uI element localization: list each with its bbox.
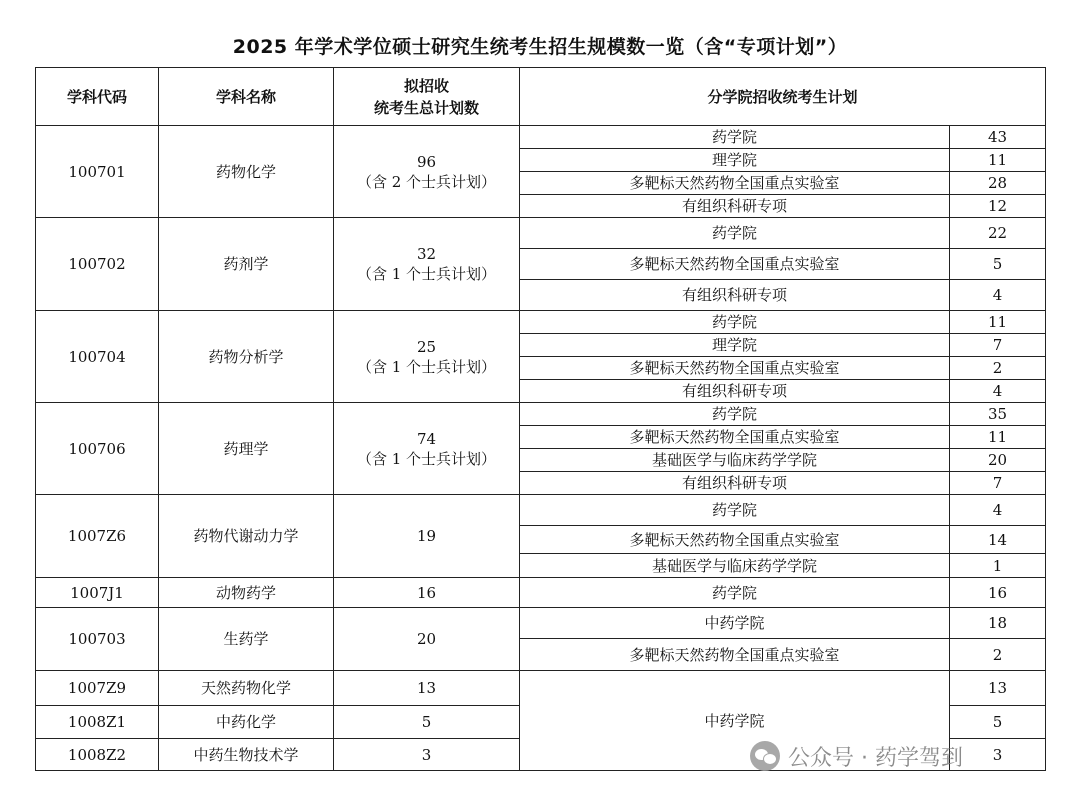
table-row: [36, 126, 1046, 149]
table-row: [36, 671, 1046, 706]
subject-total: [334, 311, 520, 403]
unit-name: 基础医学与临床药学学院: [520, 554, 950, 578]
total-value: 32: [416, 245, 437, 263]
table-row: [36, 495, 1046, 526]
subject-name: 动物药学: [159, 578, 334, 608]
enrollment-table: [35, 67, 1046, 771]
unit-count: 2: [950, 639, 1046, 671]
subject-code: 1008Z2: [36, 739, 159, 771]
unit-count: 20: [950, 449, 1046, 472]
subject-total: 20: [334, 608, 520, 671]
subject-code: 100702: [36, 218, 159, 311]
unit-count: 43: [950, 126, 1046, 149]
unit-count: 14: [950, 526, 1046, 554]
subject-total: 5: [334, 706, 520, 739]
unit-count: 4: [950, 380, 1046, 403]
page-title: 2025 年学术学位硕士研究生统考生招生规模数一览（含“专项计划”）: [232, 36, 848, 58]
header-total: [334, 68, 520, 126]
unit-name: 药学院: [520, 126, 950, 149]
header-code: 学科代码: [36, 68, 159, 126]
total-value: 96: [416, 152, 437, 171]
unit-name: 基础医学与临床药学学院: [520, 449, 950, 472]
total-note: （含 1 个士兵计划）: [356, 265, 497, 283]
header-name: 学科名称: [159, 68, 334, 126]
wechat-icon: [750, 741, 780, 771]
unit-name: 多靶标天然药物全国重点实验室: [520, 249, 950, 280]
header-total-line1: 拟招收: [403, 76, 449, 95]
subject-total: [334, 403, 520, 495]
subject-code: 100704: [36, 311, 159, 403]
watermark-text: 公众号 · 药学驾到: [788, 745, 963, 771]
unit-name: 药学院: [520, 578, 950, 608]
unit-name: 药学院: [520, 495, 950, 526]
unit-count: 12: [950, 195, 1046, 218]
unit-name: 药学院: [520, 311, 950, 334]
subject-code: 1007Z6: [36, 495, 159, 578]
subject-name: 中药生物技术学: [159, 739, 334, 771]
subject-total: 13: [334, 671, 520, 706]
unit-name: 理学院: [520, 149, 950, 172]
unit-name: 多靶标天然药物全国重点实验室: [520, 639, 950, 671]
unit-count: 7: [950, 334, 1046, 357]
subject-code: 100701: [36, 126, 159, 218]
unit-name: 多靶标天然药物全国重点实验室: [520, 172, 950, 195]
total-note: （含 2 个士兵计划）: [356, 172, 497, 191]
subject-name: 药理学: [159, 403, 334, 495]
unit-count: 11: [950, 426, 1046, 449]
unit-count: 11: [950, 311, 1046, 334]
total-note: （含 1 个士兵计划）: [356, 357, 497, 376]
table-row: [36, 608, 1046, 639]
unit-count: 35: [950, 403, 1046, 426]
table-row: [36, 218, 1046, 249]
unit-count: 4: [950, 280, 1046, 311]
unit-name: 多靶标天然药物全国重点实验室: [520, 357, 950, 380]
subject-total: 3: [334, 739, 520, 771]
subject-code: 100706: [36, 403, 159, 495]
header-total-line2: 统考生总计划数: [373, 98, 479, 117]
table-row: [36, 311, 1046, 334]
unit-count: 4: [950, 495, 1046, 526]
table-row: [36, 578, 1046, 608]
unit-count: 11: [950, 149, 1046, 172]
total-note: （含 1 个士兵计划）: [356, 449, 497, 468]
subject-code: 1007Z9: [36, 671, 159, 706]
subject-code: 1008Z1: [36, 706, 159, 739]
header-row: [36, 68, 1046, 126]
subject-name: 药剂学: [159, 218, 334, 311]
header-plan: 分学院招收统考生计划: [520, 68, 1046, 126]
unit-name: 有组织科研专项: [520, 472, 950, 495]
unit-count: 5: [950, 706, 1046, 739]
unit-count: 22: [950, 218, 1046, 249]
unit-name: 多靶标天然药物全国重点实验室: [520, 526, 950, 554]
subject-total: 19: [334, 495, 520, 578]
unit-name: 中药学院: [520, 608, 950, 639]
total-value: 74: [416, 429, 437, 448]
unit-name: 有组织科研专项: [520, 195, 950, 218]
unit-name: 理学院: [520, 334, 950, 357]
unit-count: 16: [950, 578, 1046, 608]
watermark: [750, 738, 963, 774]
unit-name: 中药学院: [520, 671, 950, 771]
subject-code: 100703: [36, 608, 159, 671]
subject-total: [334, 126, 520, 218]
subject-name: 药物化学: [159, 126, 334, 218]
subject-name: 天然药物化学: [159, 671, 334, 706]
subject-name: 药物代谢动力学: [159, 495, 334, 578]
unit-count: 13: [950, 671, 1046, 706]
subject-total: [334, 218, 520, 311]
unit-count: 1: [950, 554, 1046, 578]
unit-name: 有组织科研专项: [520, 280, 950, 311]
unit-count: 3: [950, 739, 1046, 771]
unit-count: 7: [950, 472, 1046, 495]
table-row: [36, 403, 1046, 426]
unit-name: 药学院: [520, 403, 950, 426]
subject-name: 生药学: [159, 608, 334, 671]
subject-code: 1007J1: [36, 578, 159, 608]
total-value: 25: [416, 337, 437, 356]
unit-name: 多靶标天然药物全国重点实验室: [520, 426, 950, 449]
unit-count: 5: [950, 249, 1046, 280]
unit-name: 有组织科研专项: [520, 380, 950, 403]
unit-count: 28: [950, 172, 1046, 195]
subject-name: 中药化学: [159, 706, 334, 739]
unit-count: 2: [950, 357, 1046, 380]
subject-total: 16: [334, 578, 520, 608]
subject-name: 药物分析学: [159, 311, 334, 403]
unit-name: 药学院: [520, 218, 950, 249]
unit-count: 18: [950, 608, 1046, 639]
